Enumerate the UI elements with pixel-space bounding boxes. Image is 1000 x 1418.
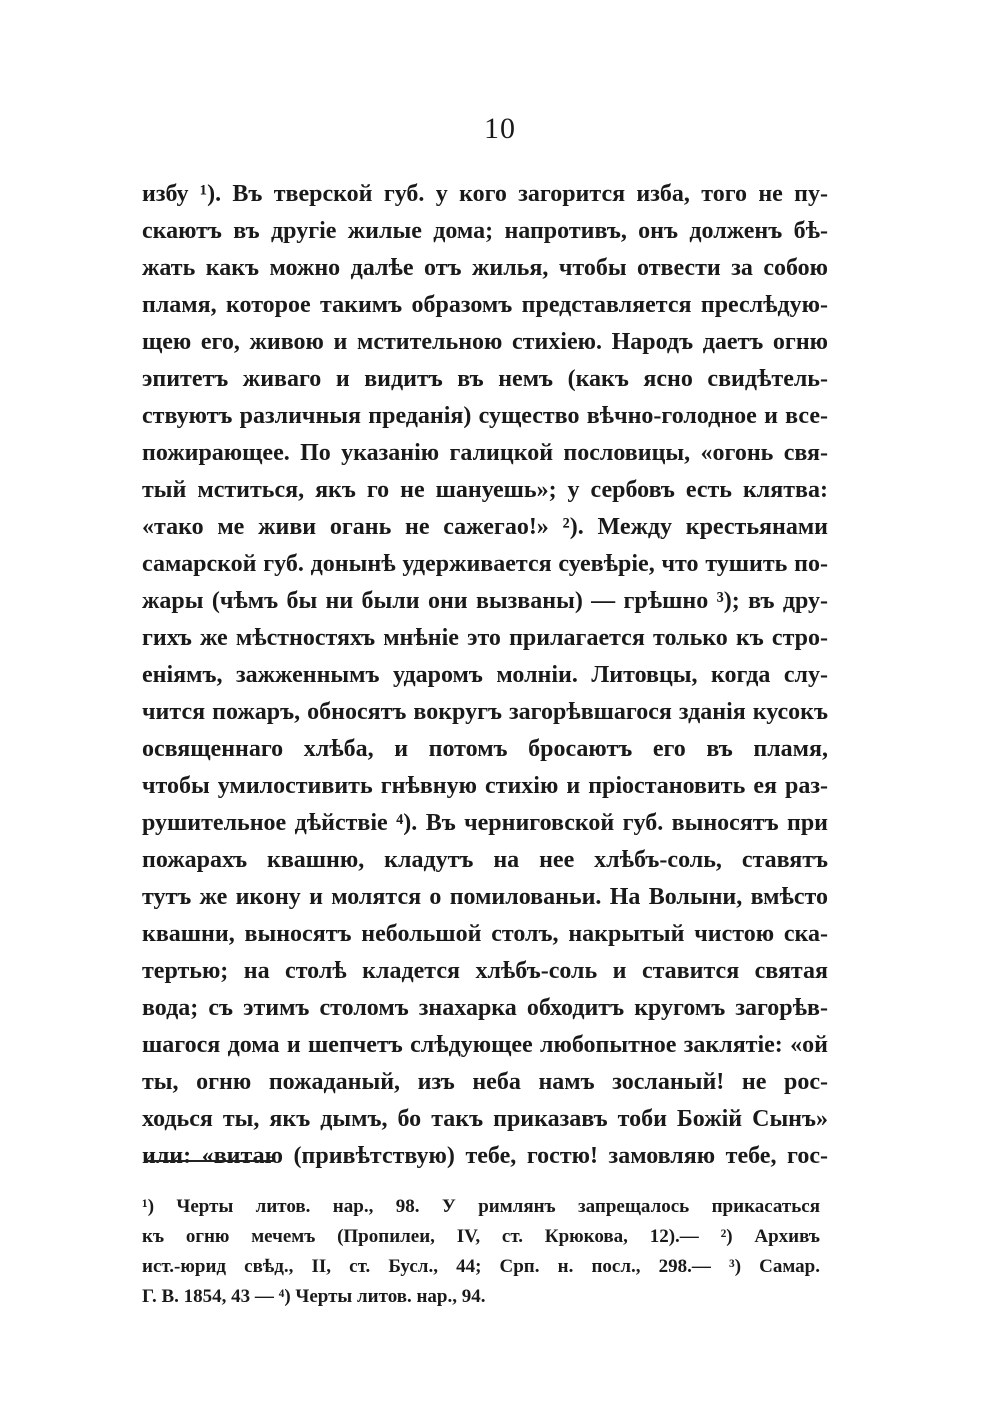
body-line: пожарахъ квашню, кладутъ на нее хлѣбъ-соль, ставятъ [142, 847, 828, 873]
footnotes [142, 1192, 820, 1312]
footnote-line: Г. В. 1854, 43 — ⁴) Черты литов. нар., 94. [142, 1286, 486, 1307]
body-line: жары (чѣмъ бы ни были они вызваны) — грѣшно ³); въ дру- [142, 588, 828, 614]
body-line: тутъ же икону и молятся о помилованьи. На Волыни, вмѣсто [142, 884, 828, 910]
body-text [142, 176, 828, 1175]
body-line: тертью; на столѣ кладется хлѣбъ-соль и ставится святая [142, 958, 828, 984]
body-line: чтобы умилостивить гнѣвную стихію и пріостановить ея раз- [142, 773, 828, 799]
footnote-line: къ огню мечемъ (Пропилеи, IV, ст. Крюкова, 12).— ²) Архивъ [142, 1226, 820, 1247]
footnote-line: ¹) Черты литов. нар., 98. У римлянъ запрещалось прикасаться [142, 1196, 820, 1217]
body-line: рушительное дѣйствіе ⁴). Въ черниговской губ. выносятъ при [142, 810, 828, 836]
body-line: жать какъ можно далѣе отъ жилья, чтобы отвести за собою [142, 255, 828, 281]
body-line: гихъ же мѣстностяхъ мнѣніе это прилагается только къ стро- [142, 625, 828, 651]
body-line: вода; съ этимъ столомъ знахарка обходитъ кругомъ загорѣв- [142, 995, 828, 1021]
body-line: самарской губ. донынѣ удерживается суевѣріе, что тушить по- [142, 551, 828, 577]
footnote-divider [145, 1160, 273, 1162]
body-line: тый мститься, якъ го не шануешь»; у сербовъ есть клятва: [142, 477, 828, 503]
body-line: или: «витаю (привѣтствую) тебе, гостю! замовляю тебе, гос- [142, 1143, 828, 1169]
body-line: пожирающее. По указанію галицкой пословицы, «огонь свя- [142, 440, 828, 466]
body-line: ты, огню пожаданый, изъ неба намъ зосланый! не рос- [142, 1069, 828, 1095]
body-line: щею его, живою и мстительною стихіею. Народъ даетъ огню [142, 329, 828, 355]
body-line: еніямъ, зажженнымъ ударомъ молніи. Литовцы, когда слу- [142, 662, 828, 688]
body-line: скаютъ въ другіе жилые дома; напротивъ, онъ долженъ бѣ- [142, 218, 828, 244]
body-line: ствуютъ различныя преданія) существо вѣчно-голодное и все- [142, 403, 828, 429]
body-line: квашни, выносятъ небольшой столъ, накрытый чистою ска- [142, 921, 828, 947]
body-line: освященнаго хлѣба, и потомъ бросаютъ его въ пламя, [142, 736, 828, 762]
body-line: эпитетъ живаго и видитъ въ немъ (какъ ясно свидѣтель- [142, 366, 828, 392]
body-line: ходься ты, якъ дымъ, бо такъ приказавъ тоби Божій Сынъ» [142, 1106, 828, 1132]
body-line: избу ¹). Въ тверской губ. у кого загорится изба, того не пу- [142, 181, 828, 207]
body-line: чится пожаръ, обносятъ вокругъ загорѣвшагося зданія кусокъ [142, 699, 828, 725]
body-line: «тако ме живи огань не сажегао!» ²). Между крестьянами [142, 514, 828, 540]
page-number: 10 [484, 112, 516, 145]
body-line: шагося дома и шепчетъ слѣдующее любопытное заклятіе: «ой [142, 1032, 828, 1058]
footnote-line: ист.-юрид свѣд., II, ст. Бусл., 44; Срп. н. посл., 298.— ³) Самар. [142, 1256, 820, 1277]
body-line: пламя, которое такимъ образомъ представляется преслѣдую- [142, 292, 828, 318]
